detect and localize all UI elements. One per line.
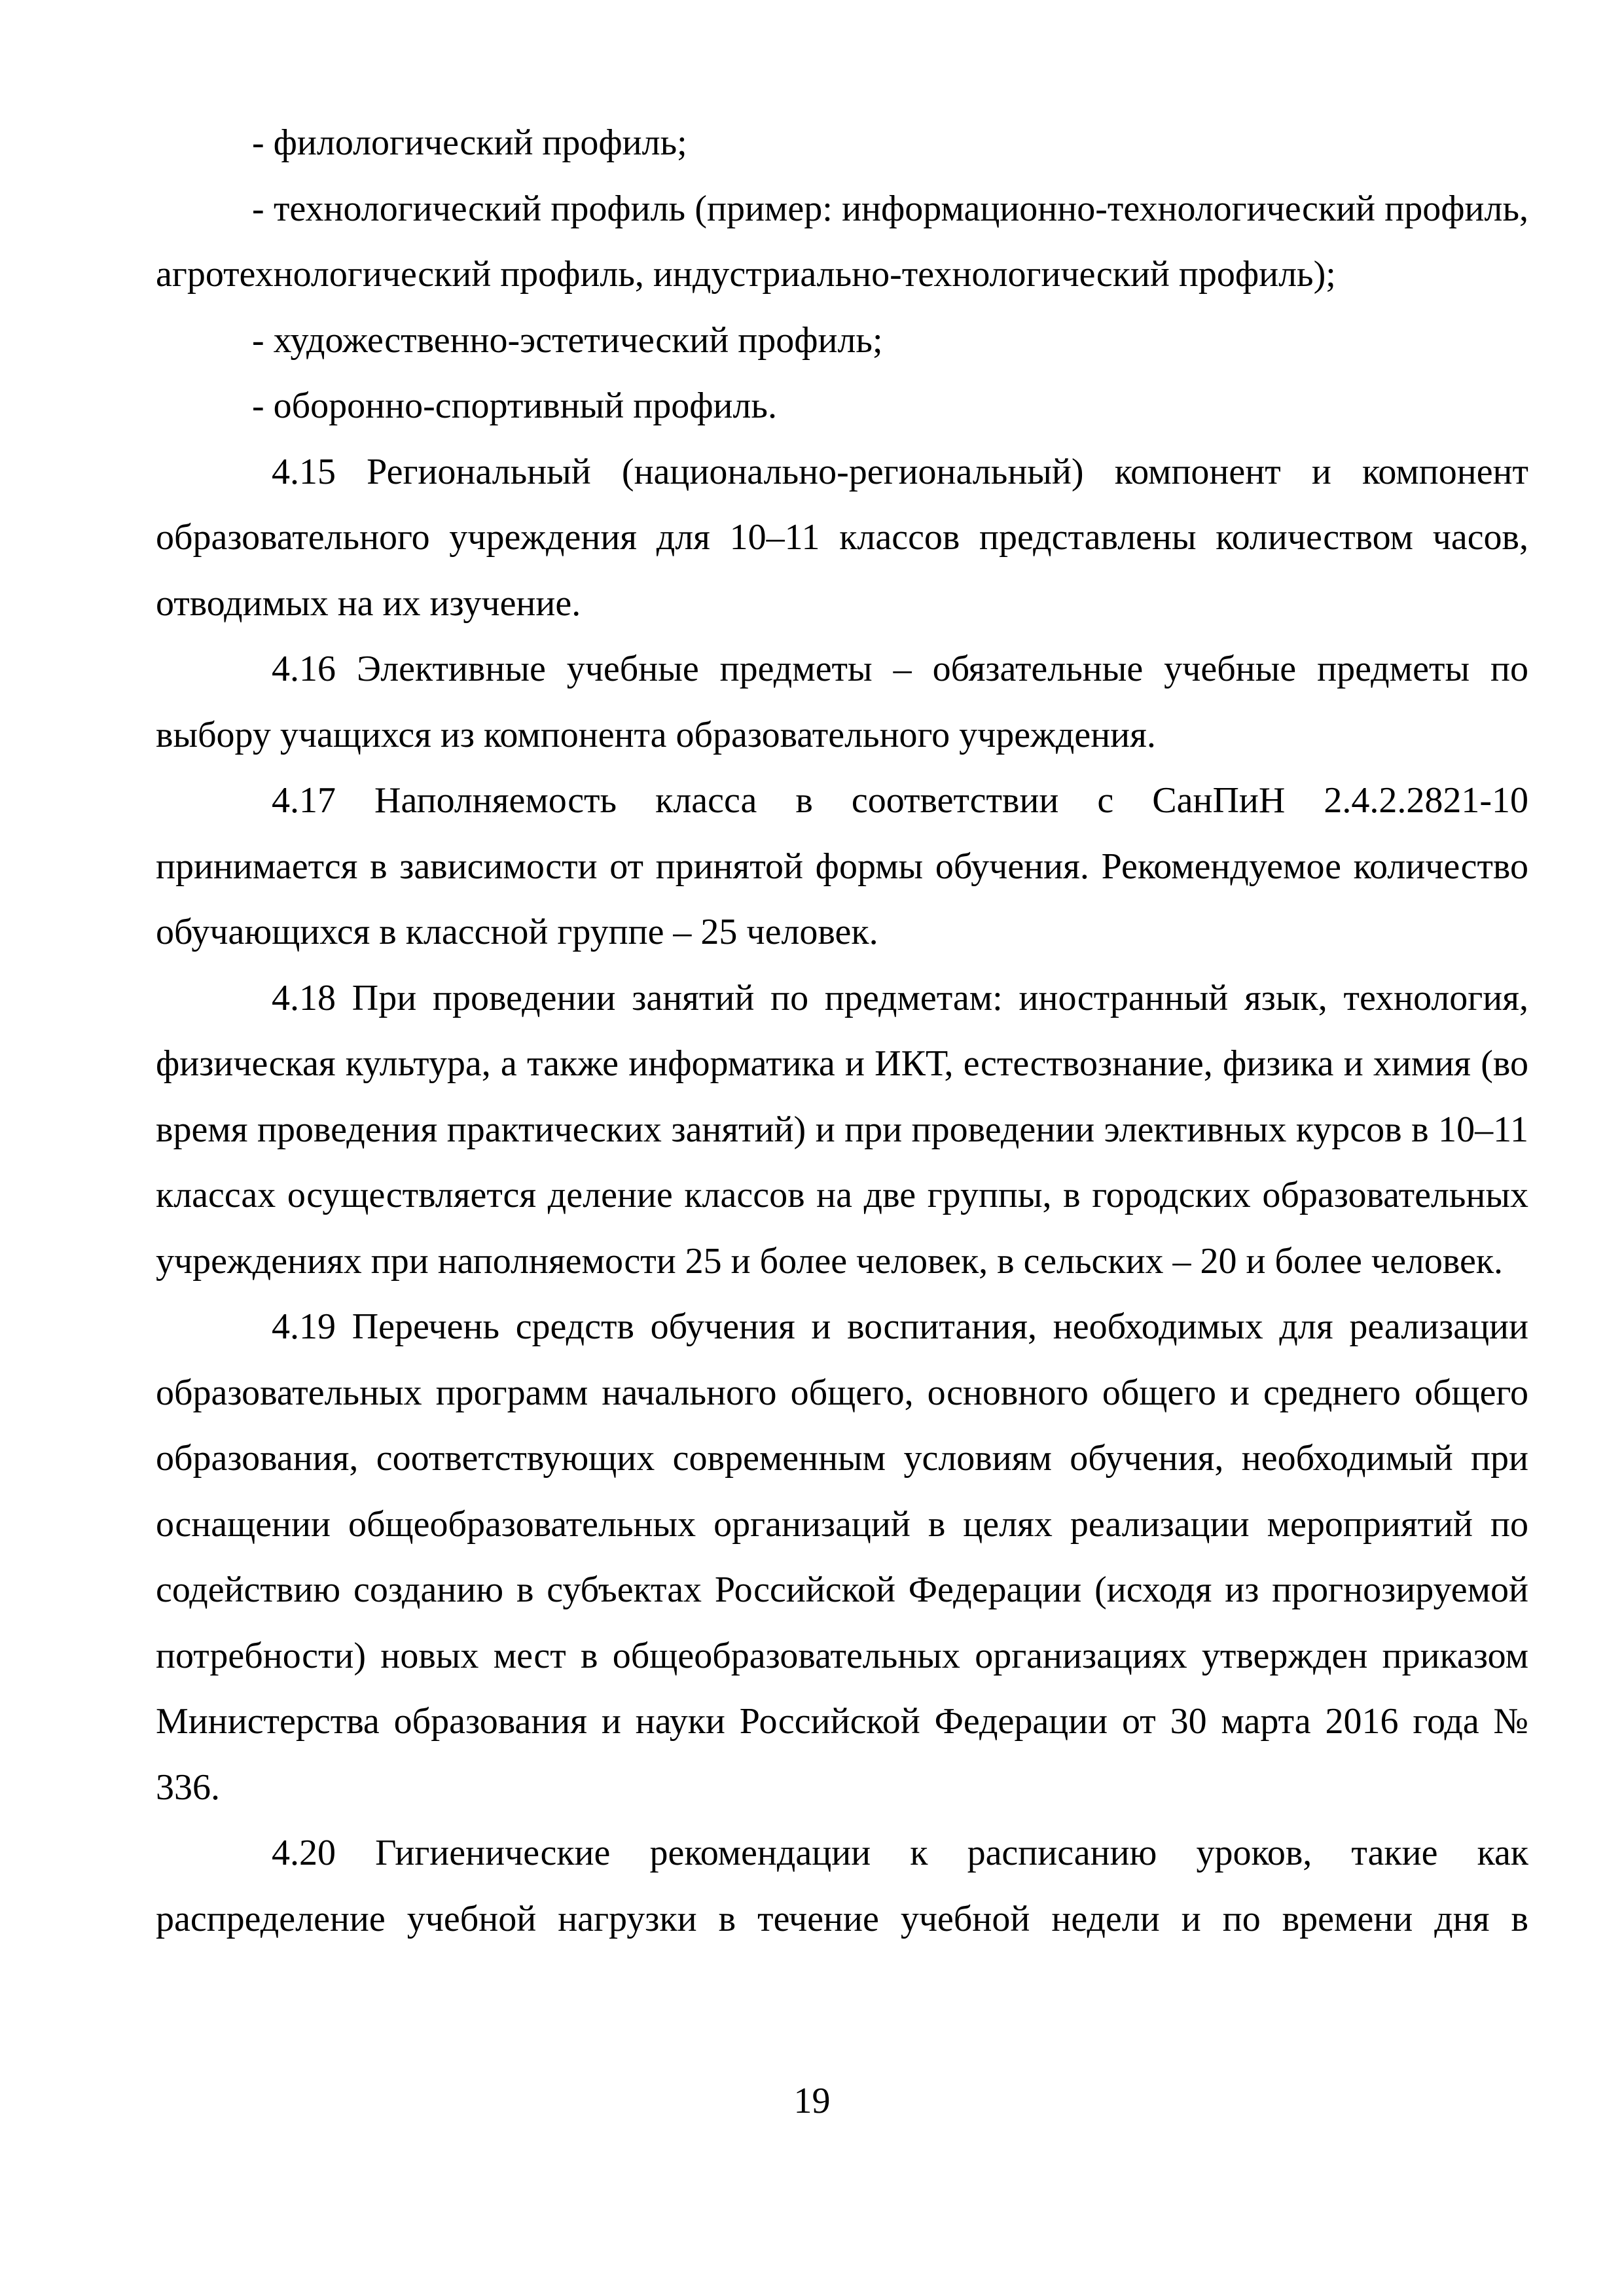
page-body	[156, 110, 1528, 1952]
page-number: 19	[793, 2081, 831, 2121]
list-item-artistic-profile: - художественно-эстетический профиль;	[252, 319, 883, 361]
paragraph-4-16: 4.16 Элективные учебные предметы – обязательные учебные предметы по выбору учащихся из компонента образовательного учреждения.	[156, 649, 1528, 755]
list-item-technological-profile: - технологический профиль (пример: информационно-технологический профиль, агротехнологический профиль, индустриально-технологический профиль);	[156, 188, 1528, 295]
paragraph-4-17: 4.17 Наполняемость класса в соответствии с СанПиН 2.4.2.2821-10 принимается в зависимости от принятой формы обучения. Рекомендуемое количество обучающихся в классной группе – 25 человек.	[156, 780, 1528, 952]
list-item-philological-profile: - филологический профиль;	[252, 122, 687, 163]
paragraph-4-20: 4.20 Гигиенические рекомендации к расписанию уроков, такие как распределение учебной нагрузки в течение учебной недели и по времени дня в	[156, 1833, 1528, 1939]
list-item-defense-sports-profile: - оборонно-спортивный профиль.	[252, 386, 777, 426]
paragraph-4-15: 4.15 Региональный (национально-региональный) компонент и компонент образовательного учреждения для 10–11 классов представлены количеством часов, отводимых на их изучение.	[156, 451, 1528, 624]
paragraph-4-18: 4.18 При проведении занятий по предметам: иностранный язык, технология, физическая культура, а также информатика и ИКТ, естествознание, физика и химия (во время проведения практических занятий) и при проведении элективных курсов в 10–11 классах осуществляется деление классов на две группы, в городских образовательных учреждениях при наполняемости 25 и более человек, в сельских – 20 и более человек.	[156, 977, 1528, 1282]
paragraph-4-19: 4.19 Перечень средств обучения и воспитания, необходимых для реализации образовательных программ начального общего, основного общего и среднего общего образования, соответствующих современным условиям обучения, необходимый при оснащении общеобразовательных организаций в целях реализации мероприятий по содействию созданию в субъектах Российской Федерации (исходя из прогнозируемой потребности) новых мест в общеобразовательных организациях утвержден приказом Министерства образования и науки Российской Федерации от 30 марта 2016 года № 336.	[156, 1306, 1528, 1808]
